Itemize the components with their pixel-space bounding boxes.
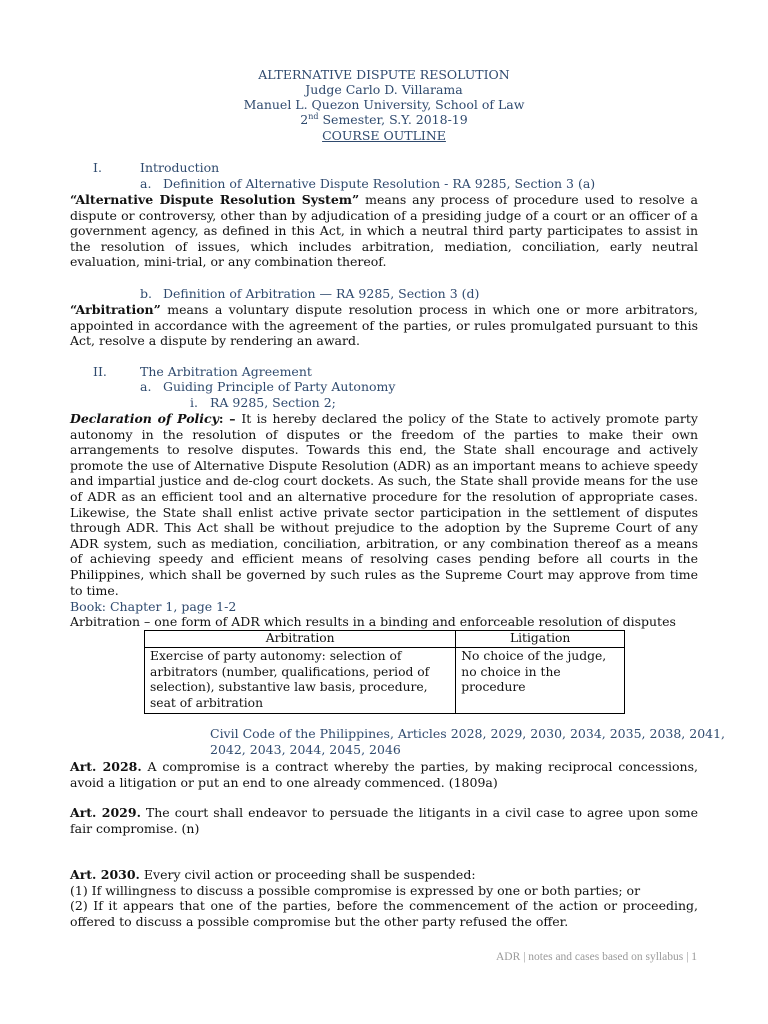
section-1-title: Introduction <box>140 160 220 175</box>
table-header-litigation: Litigation <box>456 631 625 648</box>
section-2a-i-title: RA 9285, Section 2; <box>210 395 336 410</box>
article-2029 <box>70 805 698 836</box>
table-header-arbitration: Arbitration <box>145 631 456 648</box>
doc-author: Judge Carlo D. Villarama <box>305 82 463 97</box>
doc-school: Manuel L. Quezon University, School of Law <box>243 97 525 112</box>
section-2a-title: Guiding Principle of Party Autonomy <box>163 379 396 394</box>
article-2030-body: Every civil action or proceeding shall be suspended: <box>139 867 476 882</box>
declaration-term: Declaration of Policy <box>70 411 219 426</box>
doc-title: ALTERNATIVE DISPUTE RESOLUTION <box>258 67 510 82</box>
civil-code-reference-line-1: Civil Code of the Philippines, Articles 2028, 2029, 2030, 2034, 2035, 2038, 2041, <box>210 726 726 741</box>
arbitration-vs-litigation-table <box>144 630 625 714</box>
article-2028-body: A compromise is a contract whereby the parties, by making reciprocal concessions, avoid a litigation or put an end to one already commenced. (1809a) <box>70 759 699 790</box>
arbitration-definition-body: means a voluntary dispute resolution process in which one or more arbitrators, appointed in accordance with the agreement of the parties, or rules promulgated pursuant to this Act, resolve a dispute by rendering an award. <box>70 302 698 349</box>
arbitration-term: “Arbitration” <box>70 302 161 317</box>
arbitration-summary-line: Arbitration – one form of ADR which results in a binding and enforceable resolution of disputes <box>70 614 676 629</box>
semester-ordinal-suffix: nd <box>308 111 319 121</box>
article-2029-body: The court shall endeavor to persuade the litigants in a civil case to agree upon some fair compromise. (n) <box>70 805 698 836</box>
adr-definition-body: means any process of procedure used to resolve a dispute or controversy, other than by adjudication of a presiding judge of a court or an officer of a government agency, as defined in this Act, in which a neutral third party participates to assist in the resolution of issues, which includes arbitration, mediation, conciliation, early neutral evaluation, mini-trial, or any combination thereof. <box>70 192 698 270</box>
section-1b-letter: b. <box>140 286 152 301</box>
section-1a-letter: a. <box>140 176 152 191</box>
section-2a-letter: a. <box>140 379 152 394</box>
table-row <box>145 648 625 714</box>
section-2-title: The Arbitration Agreement <box>140 364 312 379</box>
section-2-number: II. <box>93 364 107 379</box>
article-2028-label: Art. 2028. <box>70 759 142 774</box>
article-2030-item-2: (2) If it appears that one of the parties, before the commencement of the action or proceeding, offered to discuss a possible compromise but the other party refused the offer. <box>70 898 698 929</box>
declaration-dash: : – <box>218 411 242 426</box>
adr-definition <box>70 192 698 270</box>
civil-code-reference-line-2: 2042, 2043, 2044, 2045, 2046 <box>210 742 401 757</box>
book-reference: Book: Chapter 1, page 1-2 <box>70 599 237 614</box>
article-2028 <box>70 759 698 790</box>
declaration-of-policy <box>70 411 698 598</box>
table-cell-arbitration: Exercise of party autonomy: selection of arbitrators (number, qualifications, period of selection), substantive law basis, procedure, seat of arbitration <box>145 648 456 714</box>
table-header-row <box>145 631 625 648</box>
section-1-number: I. <box>93 160 102 175</box>
section-1b-title: Definition of Arbitration — RA 9285, Section 3 (d) <box>163 286 480 301</box>
arbitration-definition <box>70 302 698 349</box>
semester-text: Semester, S.Y. 2018-19 <box>318 112 468 127</box>
table-cell-litigation: No choice of the judge, no choice in the procedure <box>456 648 625 714</box>
page-footer: ADR | notes and cases based on syllabus | 1 <box>495 951 697 963</box>
doc-semester <box>0 112 768 128</box>
article-2030-label: Art. 2030. <box>70 867 140 882</box>
section-1a-title: Definition of Alternative Dispute Resolution - RA 9285, Section 3 (a) <box>163 176 596 191</box>
course-outline-heading: COURSE OUTLINE <box>322 128 446 143</box>
article-2030 <box>70 867 698 883</box>
section-2a-i-number: i. <box>190 395 198 410</box>
article-2030-item-1: (1) If willingness to discuss a possible compromise is expressed by one or both parties; or <box>70 883 641 898</box>
adr-term: “Alternative Dispute Resolution System” <box>70 192 360 207</box>
semester-ordinal: 2 <box>300 112 309 127</box>
article-2029-label: Art. 2029. <box>70 805 141 820</box>
declaration-body: It is hereby declared the policy of the State to actively promote party autonomy in the resolution of disputes or the freedom of the parties to make their own arrangements to resolve disputes. Towards this end, the State shall encourage and actively promote the use of Alternative Dispute Resolution (ADR) as an important means to achieve speedy and impartial justice and de-clog court dockets. As such, the State shall provide means for the use of ADR as an efficient tool and an alternative procedure for the resolution of appropriate cases. Likewise, the State shall enlist active private sector participation in the settlement of disputes through ADR. This Act shall be without prejudice to the adoption by the Supreme Court of any ADR system, such as mediation, conciliation, arbitration, or any combination thereof as a means of achieving speedy and efficient means of resolving cases pending before all courts in the Philippines, which shall be governed by such rules as the Supreme Court may approve from time to time. <box>70 411 698 598</box>
